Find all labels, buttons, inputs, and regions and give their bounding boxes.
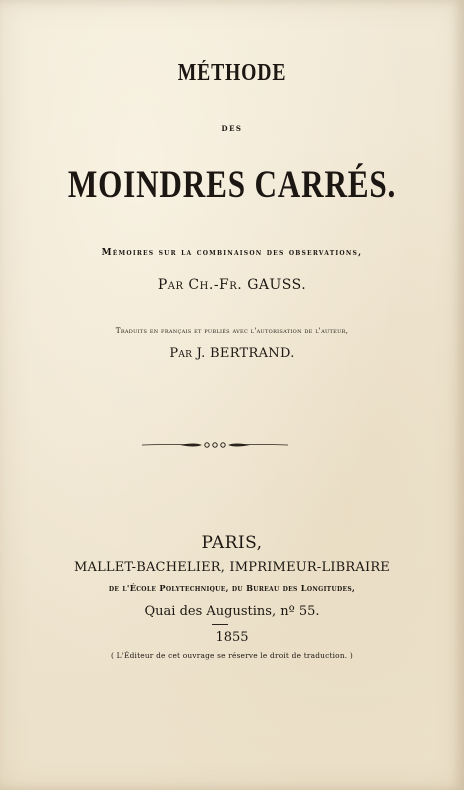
subtitle: Mémoires sur la combinaison des observations,: [101, 248, 363, 258]
rights-notice: ( L'Éditeur de cet ouvrage se réserve le droit de traduction. ): [111, 651, 353, 660]
author-line: Par Ch.-Fr. GAUSS.: [157, 277, 307, 293]
translation-note: Traduits en français et publiés avec l'autorisation de l'auteur,: [115, 326, 349, 335]
publisher: MALLET-BACHELIER, IMPRIMEUR-LIBRAIRE: [73, 560, 391, 575]
publisher-institutions: de l'École Polytechnique, du Bureau des Longitudes,: [108, 583, 356, 593]
address: Quai des Augustins, nº 55.: [144, 604, 320, 619]
ornament-divider-icon: [140, 440, 290, 450]
title-line-des: DES: [221, 124, 243, 133]
publication-year: 1855: [215, 630, 249, 645]
title-line-moindres-carres: MOINDRES CARRÉS.: [67, 163, 397, 206]
title-line-methode: MÉTHODE: [177, 60, 287, 86]
translator-line: Par J. BERTRAND.: [169, 346, 295, 361]
short-rule-divider: [212, 624, 228, 625]
city: PARIS,: [201, 533, 263, 553]
